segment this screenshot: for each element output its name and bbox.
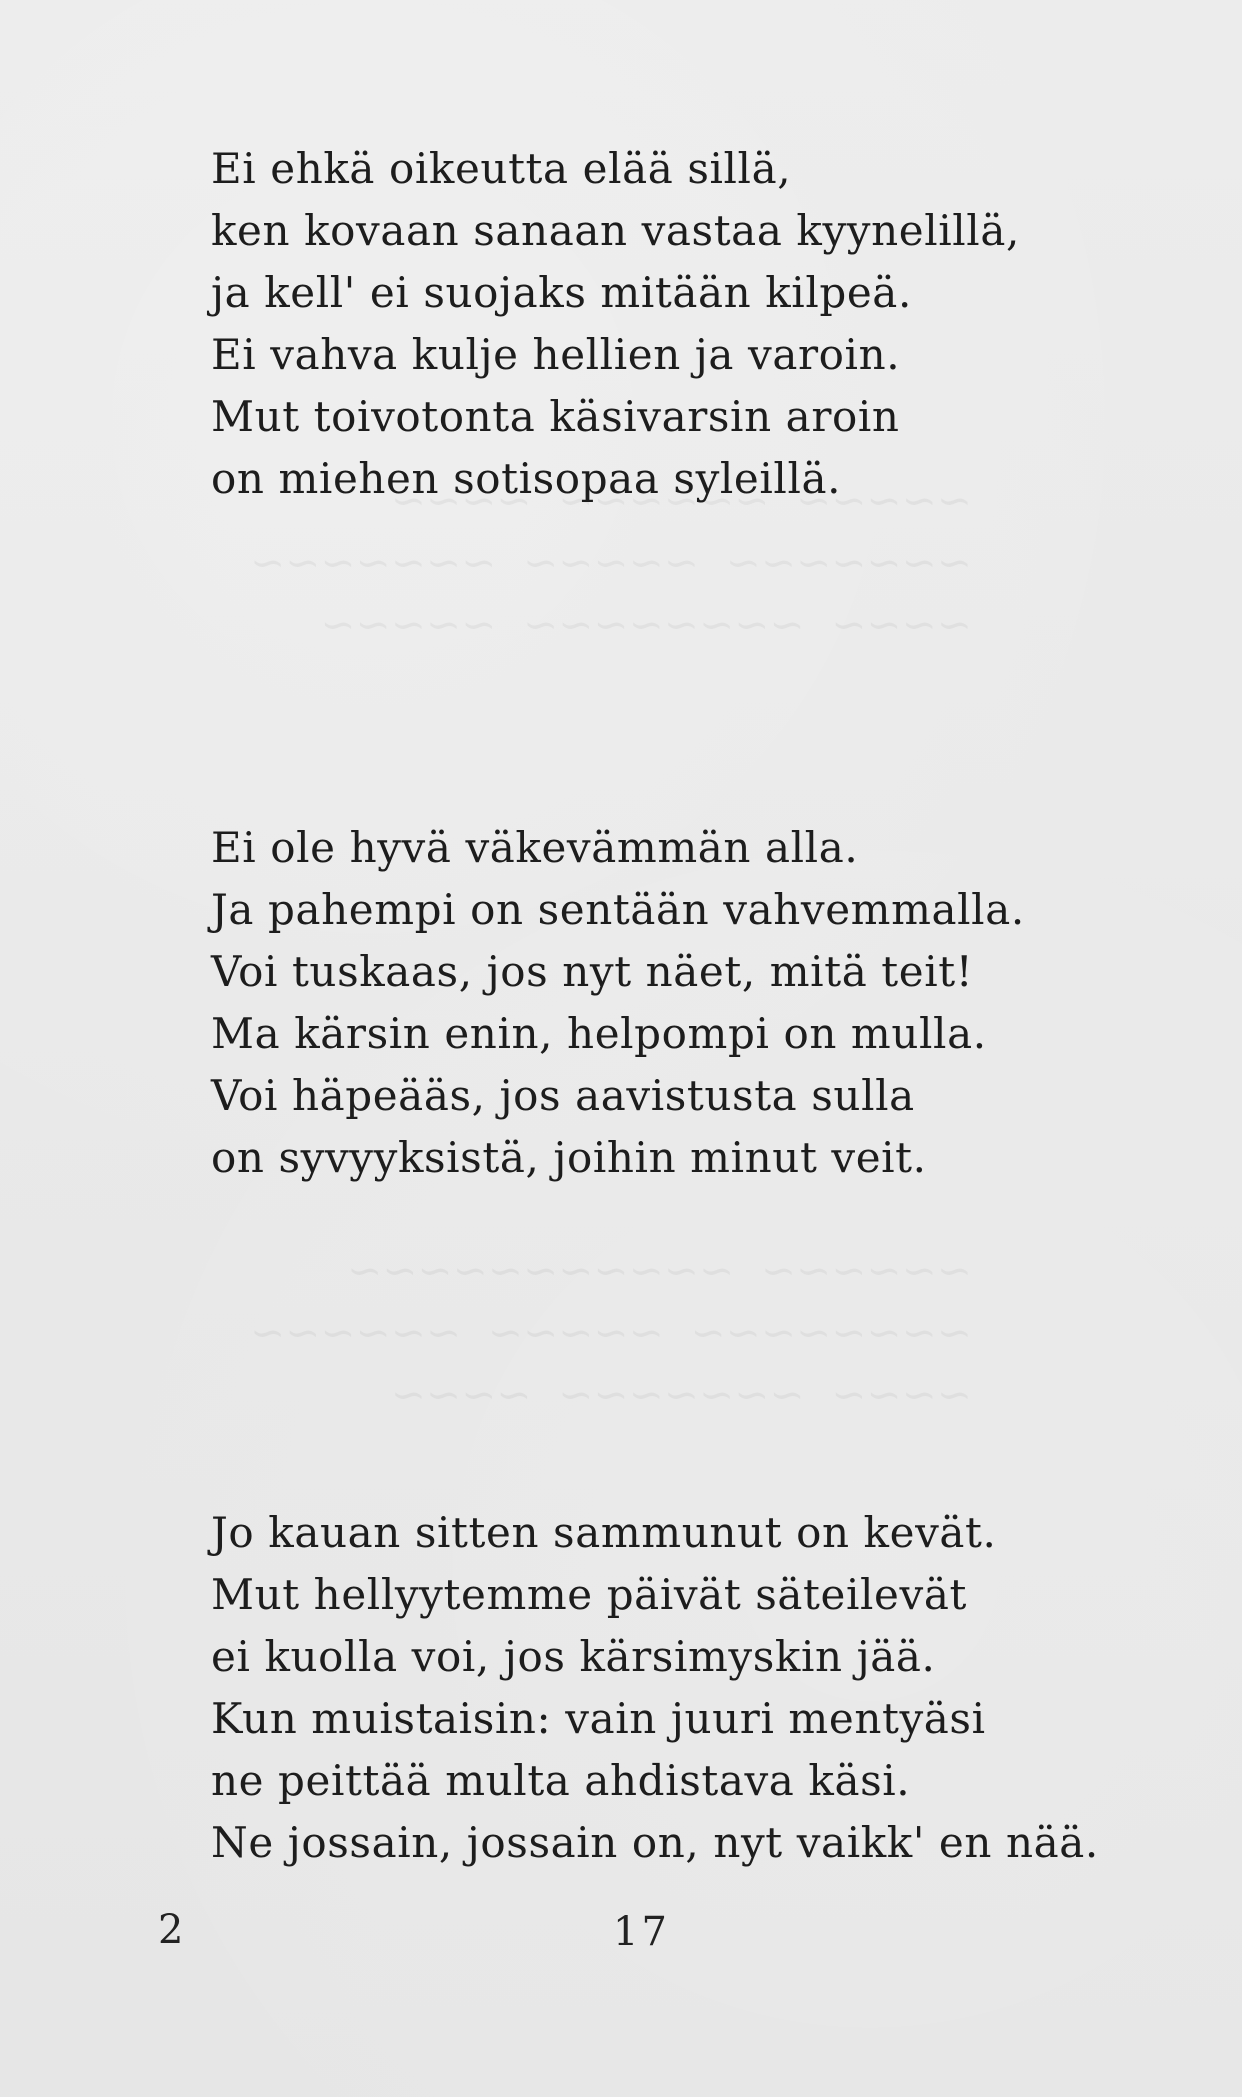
poem-line: Mut toivotonta käsivarsin aroin <box>211 392 900 441</box>
page-number: 17 <box>613 1909 670 1955</box>
poem-line: Mut hellyytemme päivät säteilevät <box>211 1570 967 1619</box>
poem-line: ne peittää multa ahdistava käsi. <box>211 1756 911 1805</box>
poem-line: on miehen sotisopaa syleillä. <box>211 454 842 503</box>
show-through-text-lower <box>250 1240 972 1426</box>
poem-line: ja kell' ei suojaks mitään kilpeä. <box>211 268 912 317</box>
poem-line: Ei vahva kulje hellien ja varoin. <box>211 330 901 379</box>
poem-stanza-2 <box>211 817 1111 1189</box>
poem-line: Voi häpeääs, jos aavistusta sulla <box>211 1071 915 1120</box>
poem-line: Kun muistaisin: vain juuri mentyäsi <box>211 1694 986 1743</box>
poem-line: Ma kärsin enin, helpompi on mulla. <box>211 1009 987 1058</box>
poem-line: Voi tuskaas, jos nyt näet, mitä teit! <box>211 947 974 996</box>
poem-stanza-3 <box>211 1502 1111 1874</box>
poem-line: ken kovaan sanaan vastaa kyynelillä, <box>211 206 1020 255</box>
poem-line: Ne jossain, jossain on, nyt vaikk' en nää. <box>211 1818 1099 1867</box>
poem-stanza-1 <box>211 138 1111 510</box>
poem-line: Ei ehkä oikeutta elää sillä, <box>211 144 792 193</box>
poem-line: on syvyyksistä, joihin minut veit. <box>211 1133 927 1182</box>
signature-mark: 2 <box>158 1907 184 1953</box>
poem-line: Ei ole hyvä väkevämmän alla. <box>211 823 859 872</box>
poem-line: ei kuolla voi, jos kärsimyskin jää. <box>211 1632 936 1681</box>
poem-line: Ja pahempi on sentään vahvemmalla. <box>211 885 1025 934</box>
poem-line: Jo kauan sitten sammunut on kevät. <box>211 1508 997 1557</box>
